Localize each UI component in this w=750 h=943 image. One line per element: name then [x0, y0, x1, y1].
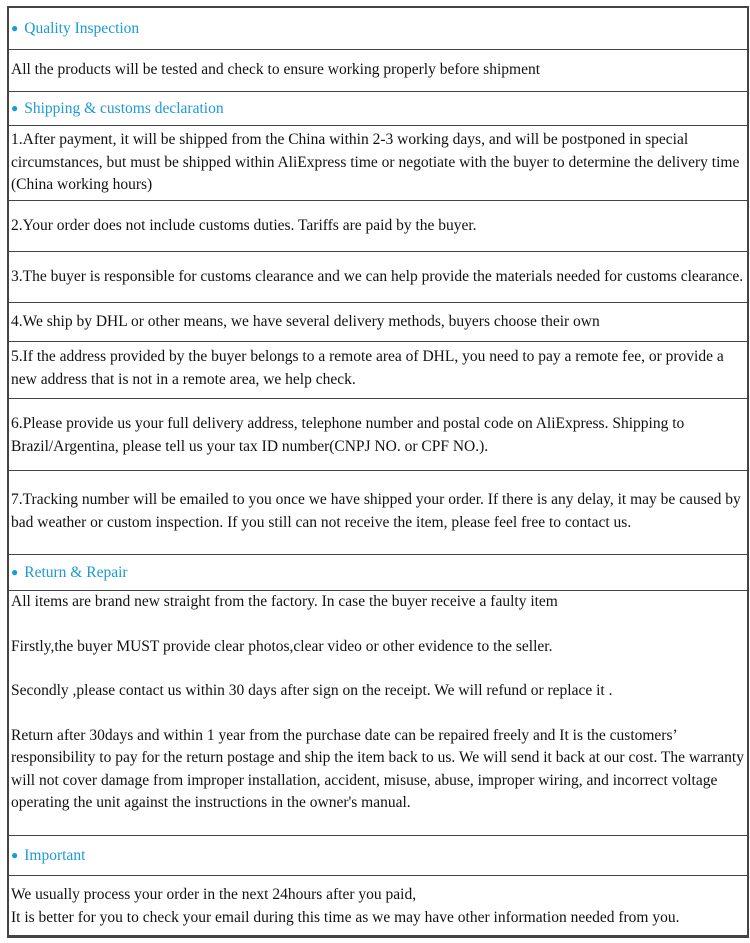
body-text: Return after 30days and within 1 year from the purchase date can be repaired freely and It is the customers’ responsibility to pay for the return postage and ship the item back to us. We will send it back at our cost. The warranty will not cover damage from improper installation, accident, misuse, abuse, improper wiring, and incorrect voltage operating the unit against the instructions in the owner's manual. [11, 726, 744, 811]
body-text: It is better for you to check your email during this time as we may have other information needed from you. [11, 908, 680, 926]
body-text: We usually process your order in the next 24hours after you paid, [11, 886, 417, 903]
body-text: 7.Tracking number will be emailed to you once we have shipped your order. If there is any delay, it may be caused by bad weather or custom inspection. If you still can not receive the item, please feel free to contact us. [11, 491, 741, 531]
bullet-icon: ● [11, 564, 19, 579]
section-header-shipping [9, 91, 747, 125]
section-title: Important [24, 846, 86, 864]
section-header-quality [9, 8, 747, 49]
section-title: Quality Inspection [24, 19, 140, 37]
shipping-item-3 [9, 251, 747, 302]
shipping-item-5 [9, 341, 747, 398]
body-text: 1.After payment, it will be shipped from the China within 2-3 working days, and will be postponed in special circumstances, but must be shipped within AliExpress time or negotiate with the buyer to determine the delivery time (China working hours) [11, 131, 740, 194]
section-header-return [9, 554, 747, 590]
shipping-item-6 [9, 398, 747, 470]
bullet-icon: ● [11, 100, 19, 115]
body-text: All items are brand new straight from the factory. In case the buyer receive a faulty item [11, 593, 558, 610]
shipping-item-2 [9, 200, 747, 251]
body-text: 5.If the address provided by the buyer belongs to a remote area of DHL, you need to pay a remote fee, or provide a new address that is not in a remote area, we help check. [11, 348, 724, 388]
body-text: 3.The buyer is responsible for customs clearance and we can help provide the materials needed for customs clearance. [11, 267, 744, 285]
body-text: Firstly,the buyer MUST provide clear photos,clear video or other evidence to the seller. [11, 637, 553, 655]
body-text: 6.Please provide us your full delivery address, telephone number and postal code on AliExpress. Shipping to Brazil/Argentina, please tell us your tax ID number(CNPJ NO. or CPF NO.). [11, 415, 685, 455]
bullet-icon: ● [11, 847, 19, 862]
section-header-important [9, 835, 747, 875]
body-text: 2.Your order does not include customs duties. Tariffs are paid by the buyer. [11, 216, 477, 234]
info-table [7, 6, 749, 938]
body-text: All the products will be tested and check to ensure working properly before shipment [11, 61, 541, 79]
section-title: Return & Repair [24, 563, 128, 581]
section-title: Shipping & customs declaration [24, 99, 224, 117]
quality-body [9, 49, 747, 91]
shipping-item-4 [9, 302, 747, 341]
shipping-item-1 [9, 125, 747, 200]
bullet-icon: ● [11, 20, 19, 35]
shipping-item-7 [9, 470, 747, 554]
body-text: 4.We ship by DHL or other means, we have several delivery methods, buyers choose their own [11, 312, 600, 330]
return-body [9, 590, 747, 835]
important-body [9, 875, 747, 935]
body-text: Secondly ,please contact us within 30 days after sign on the receipt. We will refund or replace it . [11, 682, 613, 699]
